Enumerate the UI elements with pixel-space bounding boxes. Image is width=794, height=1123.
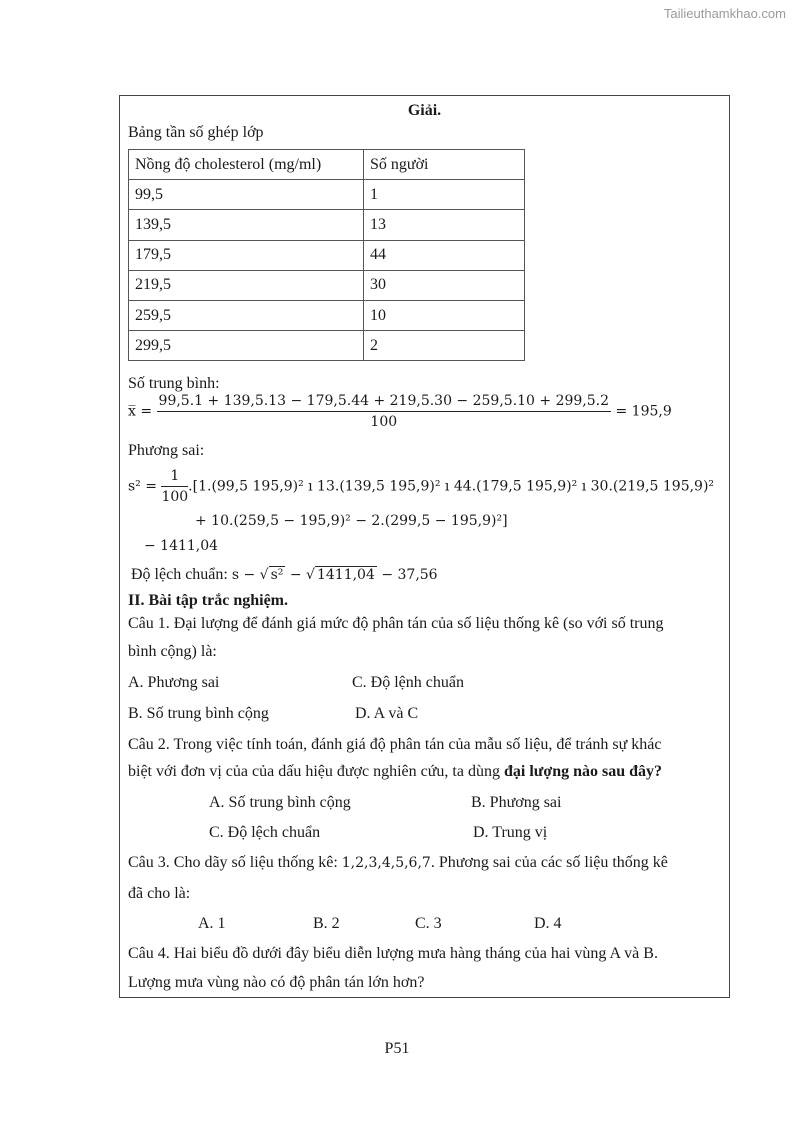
table-header-cell: Số người [364, 150, 525, 180]
variance-formula-line1 [128, 468, 714, 505]
page-number: P51 [384, 1040, 410, 1057]
q1-option-c: C. Độ lệnh chuẩn [352, 674, 464, 691]
table-row [129, 270, 525, 300]
mean-denominator: 100 [370, 414, 398, 430]
mean-label: Số trung bình: [128, 375, 220, 392]
table-cell: 299,5 [129, 331, 364, 361]
table-header-cell: Nồng độ cholesterol (mg/ml) [129, 150, 364, 180]
sqrt-s2: s² [270, 567, 284, 583]
mean-result: = 195,9 [615, 403, 672, 420]
table-row [129, 240, 525, 270]
q4-line1: Câu 4. Hai biểu đồ dưới đây biểu diễn lượng mưa hàng tháng của hai vùng A và B. [128, 945, 658, 962]
q4-line2: Lượng mưa vùng nào có độ phân tán lớn hơn? [128, 974, 425, 991]
std-label: Độ lệch chuẩn: [131, 566, 228, 583]
table-cell: 1 [364, 180, 525, 210]
q3-option-a: A. 1 [198, 915, 226, 932]
std-part: − [289, 567, 302, 583]
table-caption: Bảng tần số ghép lớp [128, 124, 264, 141]
q2-option-d: D. Trung vị [473, 824, 548, 841]
q1-option-b: B. Số trung bình cộng [128, 705, 269, 722]
variance-label: Phương sai: [128, 442, 205, 459]
q3-option-c: C. 3 [415, 915, 442, 932]
table-header-row [129, 150, 525, 180]
table-cell: 219,5 [129, 270, 364, 300]
q2-option-a: A. Số trung bình cộng [209, 794, 351, 811]
variance-frac-den: 100 [161, 489, 189, 505]
table-row [129, 210, 525, 240]
q2-option-c: C. Độ lệch chuẩn [209, 824, 321, 841]
q1-option-d: D. A và C [355, 705, 419, 722]
std-line [131, 565, 438, 585]
mean-numerator: 99,5.1 + 139,5.13 − 179,5.44 + 219,5.30 − 259,5.10 + 299,5.2 [157, 393, 612, 412]
mean-formula [128, 393, 672, 430]
variance-terms-1: .[1.(99,5 195,9)² ı 13.(139,5 195,9)² ı 44.(179,5 195,9)² ı 30.(219,5 195,9)² [188, 478, 715, 495]
content-box [119, 95, 730, 998]
table-cell: 139,5 [129, 210, 364, 240]
variance-fraction [161, 468, 188, 505]
q3-data: 1,2,3,4,5,6,7 [341, 855, 431, 871]
variance-lhs: s² = [128, 478, 157, 495]
q3-text-rest: . Phương sai của các số liệu thống kê [430, 854, 668, 871]
mean-fraction [157, 393, 612, 430]
table-cell: 259,5 [129, 300, 364, 330]
table-cell: 99,5 [129, 180, 364, 210]
q3-option-b: B. 2 [313, 915, 340, 932]
variance-formula-line3: − 1411,04 [144, 538, 219, 554]
table-cell: 179,5 [129, 240, 364, 270]
q1-line1: Câu 1. Đại lượng để đánh giá mức độ phân tán của số liệu thống kê (so với số trung [128, 615, 664, 632]
q3-line1 [128, 853, 668, 873]
table-cell: 13 [364, 210, 525, 240]
std-part: s − [231, 567, 256, 583]
watermark: Tailieuthamkhao.com [663, 6, 786, 21]
q3-text: Câu 3. Cho dãy số liệu thống kê: [128, 854, 342, 871]
table-row [129, 300, 525, 330]
table-row [129, 180, 525, 210]
table-cell: 44 [364, 240, 525, 270]
std-result: − 37,56 [381, 567, 438, 583]
table-cell: 10 [364, 300, 525, 330]
mean-lhs: x̅ = [128, 403, 153, 420]
solution-title: Giải. [407, 102, 442, 119]
variance-formula-line2: + 10.(259,5 − 195,9)² − 2.(299,5 − 195,9)²] [195, 513, 508, 529]
q2-line2-bold: đại lượng nào sau đây? [503, 763, 663, 780]
q2-option-b: B. Phương sai [471, 794, 562, 811]
table-cell: 2 [364, 331, 525, 361]
q2-line2 [128, 762, 662, 782]
section-title: II. Bài tập trắc nghiệm. [128, 592, 288, 609]
frequency-table [128, 149, 525, 361]
q1-line2: bình cộng) là: [128, 643, 217, 660]
sqrt-value: 1411,04 [316, 567, 375, 583]
q2-line2-text: biệt với đơn vị của của dấu hiệu được nghiên cứu, ta dùng [128, 763, 504, 780]
q1-option-a: A. Phương sai [128, 674, 220, 691]
q3-line2: đã cho là: [128, 885, 191, 902]
table-row [129, 331, 525, 361]
q3-option-d: D. 4 [534, 915, 562, 932]
std-formula: s − √ s² − √ 1411,04 − 37,56 [231, 567, 438, 583]
table-cell: 30 [364, 270, 525, 300]
q2-line1: Câu 2. Trong việc tính toán, đánh giá độ phân tán của mẫu số liệu, để tránh sự khác [128, 736, 662, 753]
variance-frac-num: 1 [161, 468, 188, 487]
